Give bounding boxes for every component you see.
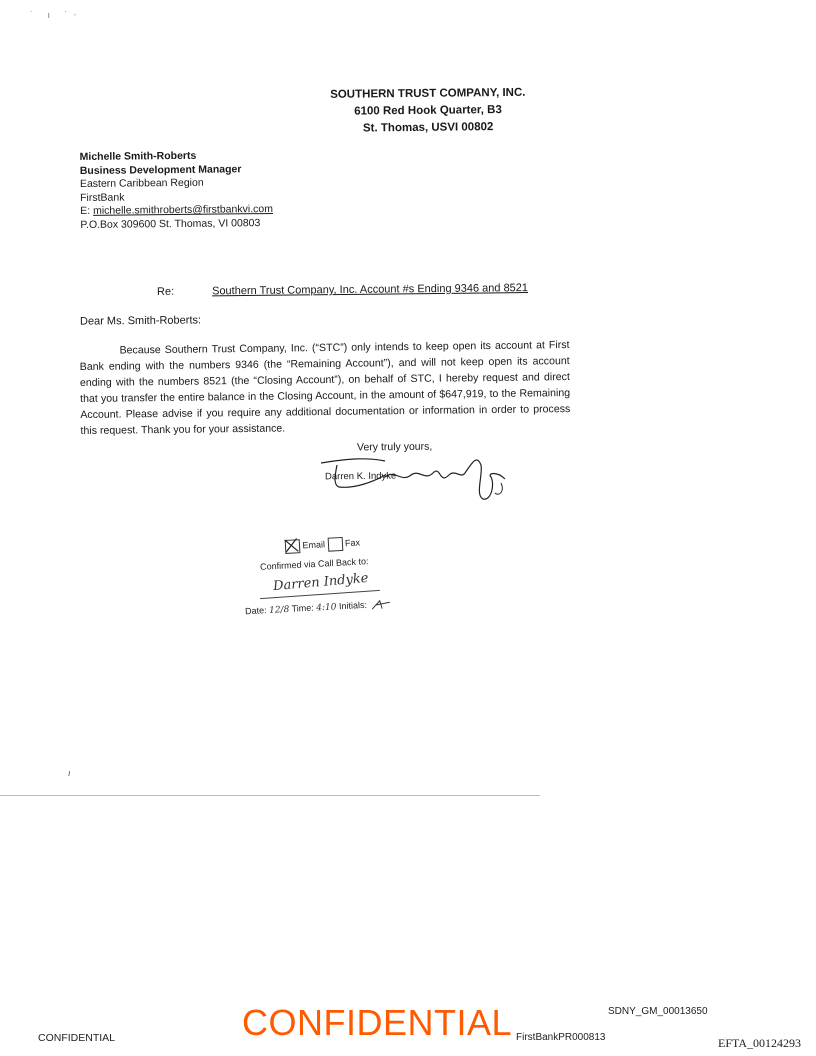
recipient-name: Michelle Smith-Roberts [79,149,197,164]
re-line [157,282,528,298]
recipient-po-box: P.O.Box 309600 St. Thomas, VI 00803 [80,216,261,231]
scan-artifact-marks: ˙ ı ˙‧ [30,10,83,20]
bates-number: SDNY_GM_00013650 [608,1006,708,1017]
re-label: Re: [156,285,175,298]
fax-label: Fax [344,537,361,549]
salutation: Dear Ms. Smith-Roberts: [79,314,202,328]
recipient-email-line [80,203,273,219]
confidential-stamp: CONFIDENTIAL [242,1002,513,1043]
company-name: SOUTHERN TRUST COMPANY, INC. [330,86,526,101]
date-label: Date: [244,605,267,617]
confidential-footer-label: CONFIDENTIAL [38,1032,116,1044]
signer-name: Darren K. Indyke [324,470,397,483]
handwritten-time: 4:10 [316,602,337,614]
recipient-block [80,149,274,232]
callback-stamp [245,535,405,625]
email-prefix: E: [80,204,94,218]
company-address-line1: 6100 Red Hook Quarter, B3 [354,104,502,118]
bank-reference-number: FirstBankPR000813 [516,1032,606,1043]
efta-number: EFTA_00124293 [718,1036,802,1050]
email-label: Email [302,539,326,551]
stray-scan-mark: ı [68,768,71,778]
check-mark-icon [284,538,300,553]
letterhead [0,82,816,142]
re-subject: Southern Trust Company, Inc. Account #s Ending 9346 and 8521 [212,282,529,298]
page-edge-rule [0,795,540,796]
closing: Very truly yours, [356,440,433,454]
stamp-date-time-row [245,598,392,618]
recipient-region: Eastern Caribbean Region [79,176,204,191]
handwritten-initials-mark [369,598,392,611]
recipient-email: michelle.smithroberts@firstbankvi.com [92,202,273,217]
time-label: Time: [291,602,315,614]
recipient-bank: FirstBank [80,191,125,204]
handwritten-date: 12/8 [268,604,290,616]
company-address-line2: St. Thomas, USVI 00802 [362,121,494,135]
handwritten-callback-name: Darren Indyke [272,570,370,595]
email-checkbox [285,539,301,554]
confirmed-label: Confirmed via Call Back to: [259,556,369,572]
body-paragraph: Because Southern Trust Company, Inc. (“STC”) only intends to keep open its account at First Bank ending with the numbers 9346 (the “Remaining Account”), and will not keep open its account ending with the numbers 8521 (the “Closing Account”), on behalf of STC, I hereby request and direct that you transfer the entire balance in the Closing Account, in the amount of $647,919, to the Remaining Account. Please advise if you require any additional documentation or information in order to process this request. Thank you for your assistance. [79,339,571,437]
initials-label: Initials: [338,599,368,612]
stamp-checkbox-row [285,536,361,554]
handwritten-signature [315,455,515,515]
recipient-title: Business Development Manager [79,162,242,177]
fax-checkbox [327,537,343,552]
